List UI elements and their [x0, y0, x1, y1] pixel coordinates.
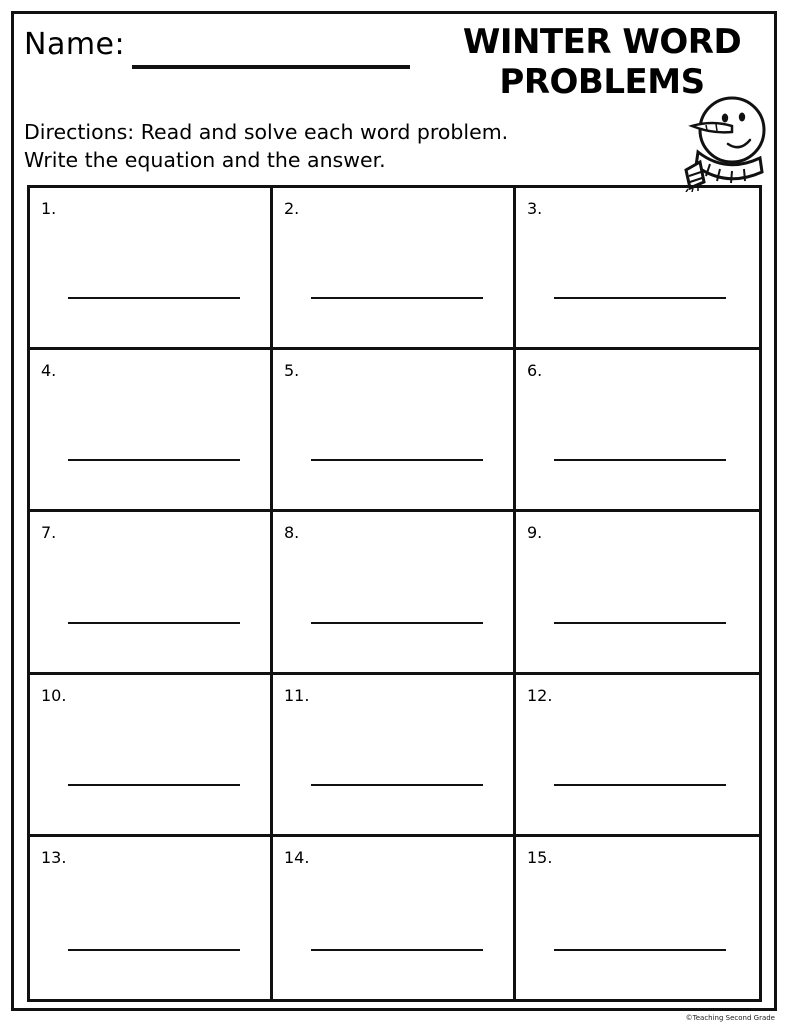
problem-number: 13.	[41, 847, 67, 867]
directions	[24, 118, 508, 174]
problem-number: 4.	[41, 361, 57, 381]
answer-line[interactable]	[554, 297, 726, 299]
problem-box[interactable]	[516, 837, 759, 999]
problem-number: 14.	[284, 847, 310, 867]
problem-box[interactable]	[30, 837, 273, 999]
problem-box[interactable]	[273, 837, 516, 999]
answer-line[interactable]	[311, 784, 483, 786]
problem-box[interactable]	[273, 675, 516, 837]
title-line-1: WINTER WORD	[462, 22, 742, 62]
problem-number: 1.	[41, 199, 57, 218]
answer-line[interactable]	[311, 297, 483, 299]
problem-box[interactable]	[30, 188, 273, 350]
answer-line[interactable]	[554, 784, 726, 786]
snowman-icon	[676, 92, 776, 192]
answer-line[interactable]	[311, 459, 483, 461]
answer-line[interactable]	[311, 622, 483, 624]
copyright-notice: ©Teaching Second Grade	[685, 1014, 775, 1022]
problem-number: 10.	[41, 685, 67, 705]
answer-line[interactable]	[554, 949, 726, 951]
name-field-line[interactable]	[132, 65, 410, 69]
problem-box[interactable]	[516, 350, 759, 512]
problem-number: 9.	[527, 523, 543, 543]
answer-line[interactable]	[68, 622, 240, 624]
problem-number: 15.	[527, 847, 553, 867]
problem-number: 12.	[527, 685, 553, 705]
answer-line[interactable]	[68, 459, 240, 461]
directions-line-2: Write the equation and the answer.	[24, 148, 386, 172]
problem-box[interactable]	[516, 512, 759, 674]
problem-box[interactable]	[273, 188, 516, 350]
problem-box[interactable]	[273, 350, 516, 512]
problem-number: 11.	[284, 685, 310, 705]
problem-box[interactable]	[516, 188, 759, 350]
directions-line-1: Directions: Read and solve each word problem.	[24, 120, 509, 144]
worksheet-title	[452, 22, 752, 102]
problem-number: 2.	[284, 199, 300, 218]
answer-line[interactable]	[68, 949, 240, 951]
answer-line[interactable]	[68, 297, 240, 299]
name-label: Name:	[24, 27, 126, 62]
problem-box[interactable]	[30, 512, 273, 674]
answer-line[interactable]	[554, 622, 726, 624]
problem-box[interactable]	[516, 675, 759, 837]
answer-line[interactable]	[311, 949, 483, 951]
problem-number: 8.	[284, 523, 300, 543]
answer-line[interactable]	[68, 784, 240, 786]
title-line-2: PROBLEMS	[499, 62, 705, 102]
problem-number: 6.	[527, 361, 543, 381]
problem-box[interactable]	[273, 512, 516, 674]
problem-number: 3.	[527, 199, 543, 218]
problem-number: 5.	[284, 361, 300, 381]
problem-number: 7.	[41, 523, 57, 543]
problem-grid	[27, 185, 762, 1002]
problem-box[interactable]	[30, 350, 273, 512]
problem-box[interactable]	[30, 675, 273, 837]
answer-line[interactable]	[554, 459, 726, 461]
